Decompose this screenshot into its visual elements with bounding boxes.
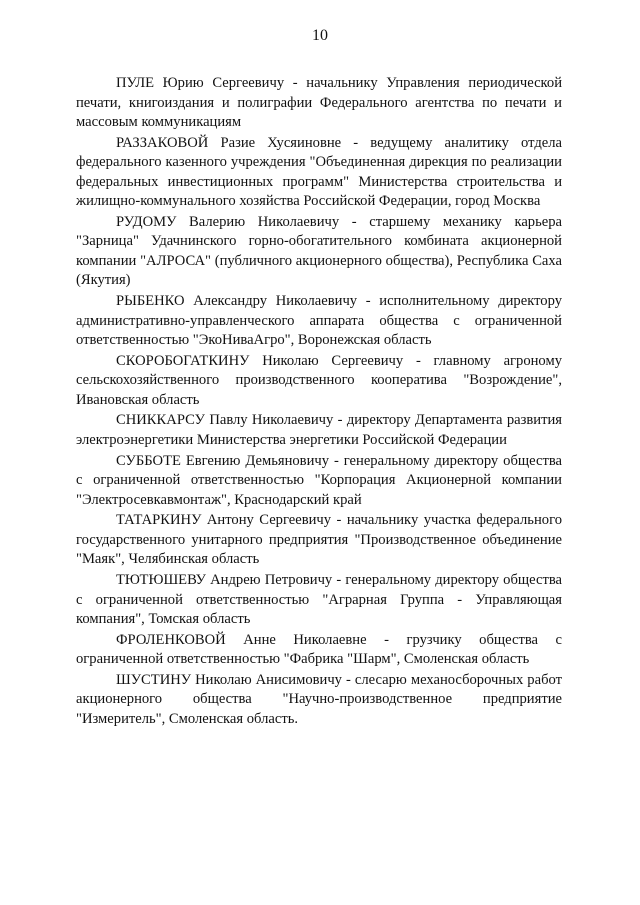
award-entry-rybenko: РЫБЕНКО Александру Николаевичу - исполнительному директору административно-управленческого аппарата общества с ограниченной ответственностью "ЭкоНиваАгро", Воронежская область <box>76 293 562 349</box>
award-entry-snikkars: СНИККАРСУ Павлу Николаевичу - директору Департамента развития электроэнергетики Министерства энергетики Российской Федерации <box>76 412 562 448</box>
award-entry-tatarkin: ТАТАРКИНУ Антону Сергеевичу - начальнику участка федерального государственного унитарного предприятия "Производственное объединение "Маяк", Челябинская область <box>76 512 562 568</box>
page-number: 10 <box>312 27 328 44</box>
award-entry-frolenkova: ФРОЛЕНКОВОЙ Анне Николаевне - грузчику общества с ограниченной ответственностью "Фабрика "Шарм", Смоленская область <box>76 631 562 668</box>
award-entry-subbota: СУББОТЕ Евгению Демьяновичу - генеральному директору общества с ограниченной ответственностью "Корпорация Акционерной компании "Электросевкавмонтаж", Краснодарский край <box>76 452 562 508</box>
award-entry-pule: ПУЛЕ Юрию Сергеевичу - начальнику Управления периодической печати, книгоиздания и полиграфии Федерального агентства по печати и массовым коммуникациям <box>76 75 562 130</box>
award-entry-rudoy: РУДОМУ Валерию Николаевичу - старшему механику карьера "Зарница" Удачнинского горно-обогатительного комбината акционерной компании "АЛРОСА" (публичного акционерного общества), Республика Саха (Якутия) <box>76 213 562 289</box>
award-entry-tyutyushev: ТЮТЮШЕВУ Андрею Петровичу - генеральному директору общества с ограниченной ответственностью "Аграрная Группа - Управляющая компания", Томская область <box>76 572 562 627</box>
award-entry-skorobogatkin: СКОРОБОГАТКИНУ Николаю Сергеевичу - главному агроному сельскохозяйственного производственного кооператива "Возрождение", Ивановская область <box>76 352 562 408</box>
award-entry-razzakova: РАЗЗАКОВОЙ Разие Хусяиновне - ведущему аналитику отдела федерального казенного учреждения "Объединенная дирекция по реализации федеральных инвестиционных программ" Министерства строительства и жилищно-коммунального хозяйства Российской Федерации, город Москва <box>76 134 562 210</box>
award-list <box>76 74 562 731</box>
award-entry-shustin: ШУСТИНУ Николаю Анисимовичу - слесарю механосборочных работ акционерного общества "Научно-производственное предприятие "Измеритель", Смоленская область. <box>76 671 562 727</box>
